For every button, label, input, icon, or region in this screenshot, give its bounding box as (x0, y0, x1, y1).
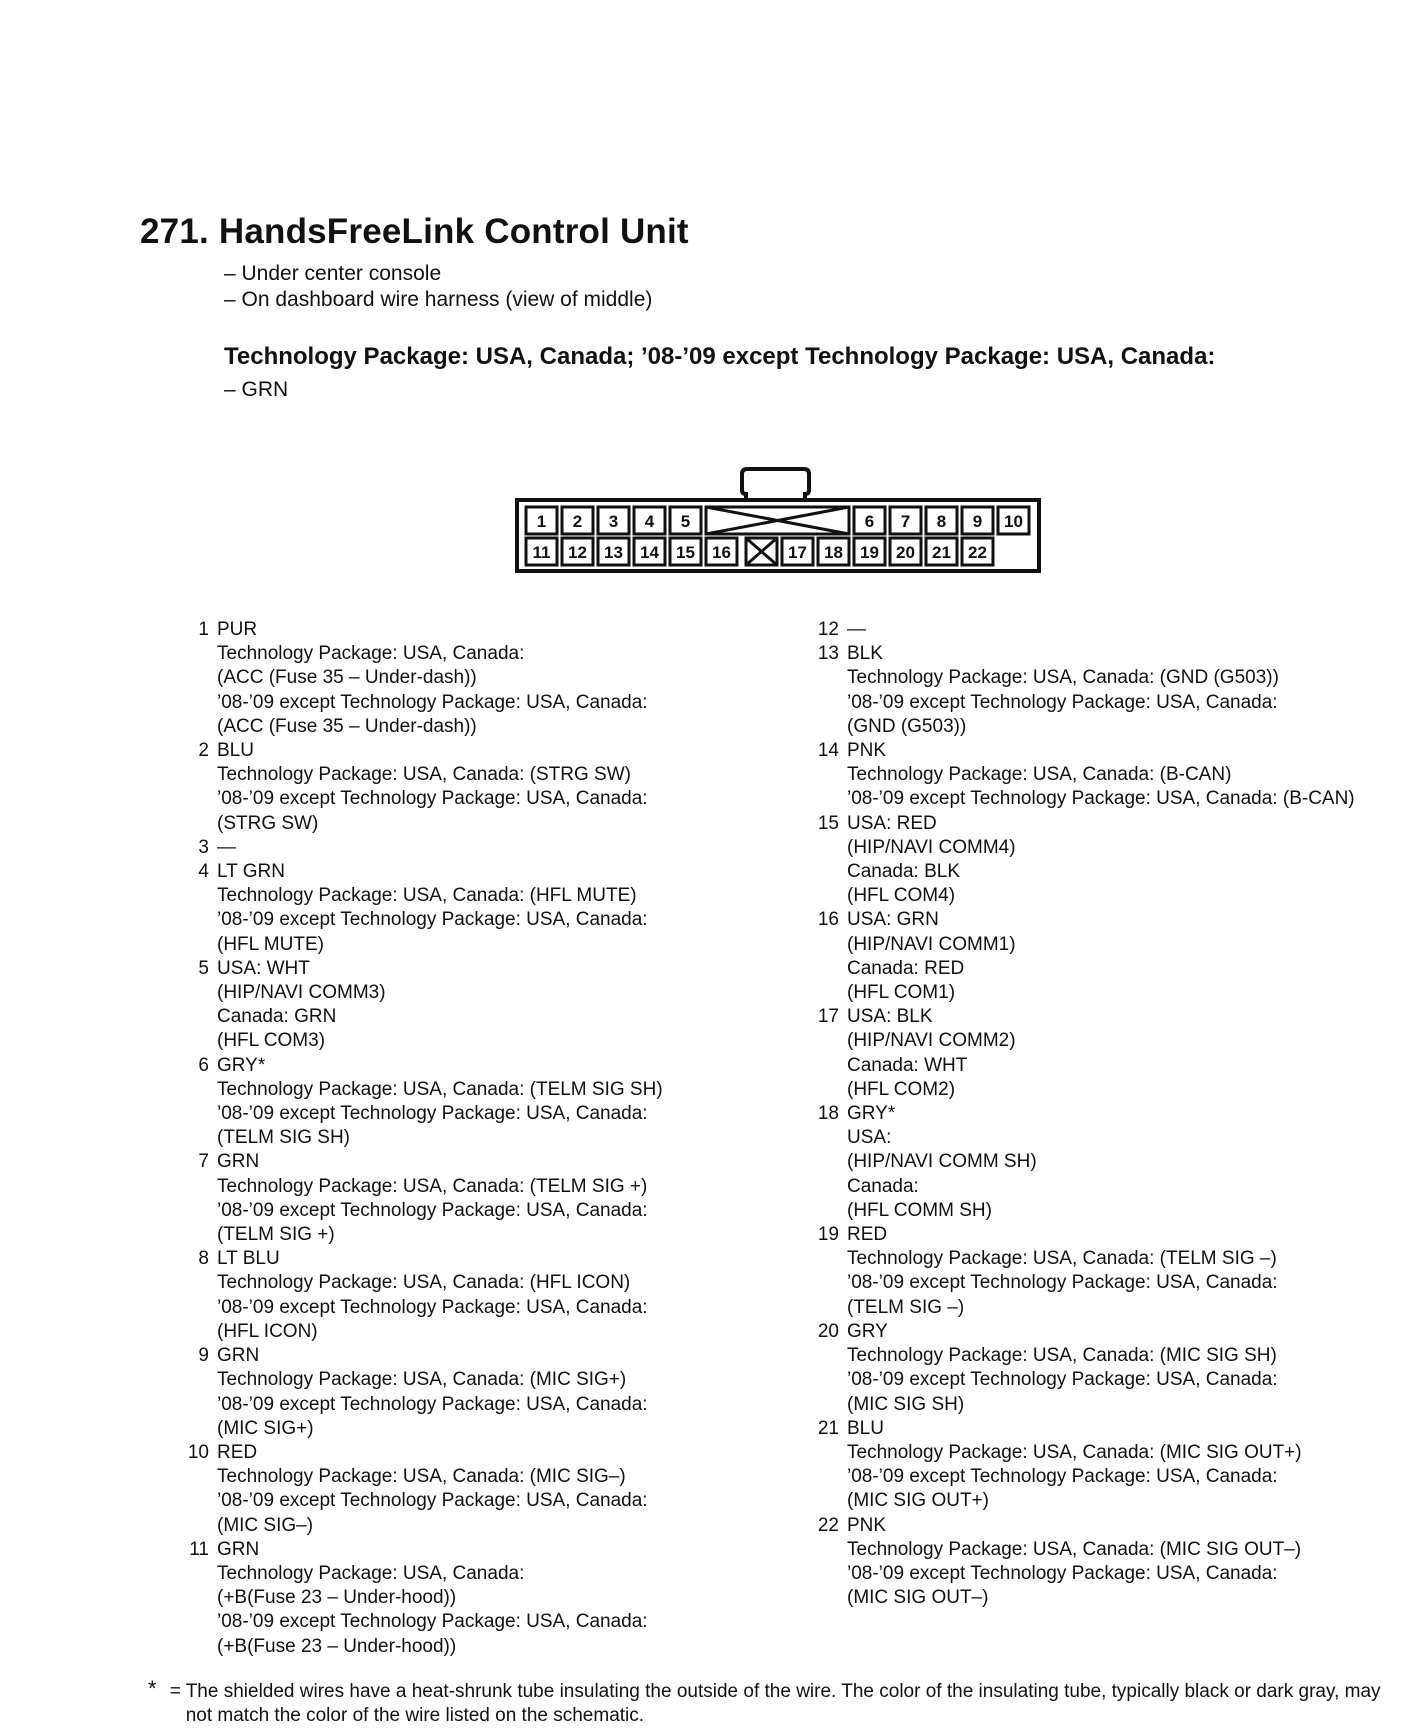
footnote-text: The shielded wires have a heat-shrunk tube insulating the outside of the wire. The color of the insulating tube, typically black or dark gray, may not match the color of the wire listed on the schematic. (185, 1681, 1381, 1726)
pin-description-line: (HIP/NAVI COMM SH) (847, 1151, 1037, 1173)
pin-wire-color: USA: WHT (217, 957, 310, 979)
pin-description-line: (HFL ICON) (217, 1320, 318, 1342)
pin-entry (180, 836, 820, 860)
pin-number: 5 (198, 957, 209, 979)
cavity-number: 6 (864, 512, 875, 531)
pin-description-line: (TELM SIG SH) (217, 1127, 351, 1149)
cavity-number: 16 (712, 543, 731, 562)
pin-description-line: (HIP/NAVI COMM3) (217, 982, 386, 1004)
pin-wire-color: PNK (847, 1514, 887, 1536)
footnote-equals: = (169, 1681, 181, 1702)
pin-description-line: (HIP/NAVI COMM2) (847, 1030, 1016, 1052)
pin-description-line: Technology Package: USA, Canada: (HFL MUTE) (217, 885, 637, 907)
cavity-number: 19 (860, 543, 879, 562)
pin-wire-color: GRY* (217, 1054, 266, 1076)
pin-description-line: (HFL COMM SH) (847, 1199, 992, 1221)
page-title: 271. HandsFreeLink Control Unit (140, 212, 689, 251)
pin-entry (180, 1538, 820, 1659)
pin-description-line: Technology Package: USA, Canada: (MIC SIG OUT–) (847, 1538, 1302, 1560)
pin-description-line: (HFL COM4) (847, 885, 956, 907)
cavity-number: 9 (972, 512, 983, 531)
pin-number: 22 (817, 1514, 839, 1536)
pin-wire-color: PUR (217, 619, 258, 640)
pin-wire-color: RED (847, 1224, 888, 1246)
cavity-number: 4 (644, 512, 655, 531)
pin-entry (180, 1247, 820, 1344)
pin-description-line: (MIC SIG–) (217, 1514, 314, 1536)
pin-description-line: ’08-’09 except Technology Package: USA, Canada: (847, 1466, 1278, 1488)
pin-wire-color: RED (217, 1441, 258, 1463)
pin-number: 17 (817, 1006, 839, 1028)
pin-description-line: (+B(Fuse 23 – Under-hood)) (217, 1635, 457, 1657)
pin-description-line: Technology Package: USA, Canada: (MIC SIG SH) (847, 1345, 1277, 1367)
pin-number: 9 (198, 1345, 209, 1367)
pin-entry (810, 1005, 1408, 1102)
pin-description-line: ’08-’09 except Technology Package: USA, Canada: (217, 1393, 648, 1415)
pin-description-line: ’08-’09 except Technology Package: USA, Canada: (217, 1199, 648, 1221)
pin-description-line: Technology Package: USA, Canada: (HFL ICON) (217, 1272, 631, 1294)
pin-entry (810, 1223, 1408, 1320)
pin-entry (810, 1514, 1408, 1611)
cavity-number: 13 (604, 543, 623, 562)
pin-entry (810, 908, 1408, 1005)
pin-number: 14 (817, 740, 839, 762)
pin-number: 4 (198, 861, 209, 883)
pin-wire-color: USA: BLK (847, 1006, 933, 1028)
pin-wire-color: GRN (217, 1538, 260, 1560)
pin-number: 8 (198, 1248, 209, 1270)
pin-entry (810, 618, 1408, 642)
pin-wire-color: USA: GRN (847, 909, 939, 931)
cavity-number: 3 (608, 512, 619, 531)
pin-number: 1 (198, 619, 209, 640)
cavity-number: 14 (640, 543, 659, 562)
footnote (148, 1676, 1388, 1728)
cavity-number: 1 (536, 512, 547, 531)
cavity-number: 20 (896, 543, 915, 562)
pin-description-line: Canada: BLK (847, 861, 961, 883)
pin-description-line: (MIC SIG+) (217, 1417, 314, 1439)
pin-description-line: ’08-’09 except Technology Package: USA, Canada: (217, 1611, 648, 1633)
pin-description-line: (STRG SW) (217, 812, 319, 834)
pin-entry (180, 860, 820, 957)
pin-description-line: Technology Package: USA, Canada: (STRG SW) (217, 764, 631, 786)
location-line: – On dashboard wire harness (view of middle) (224, 288, 653, 311)
pin-entry (810, 812, 1408, 909)
pin-entry (810, 642, 1408, 739)
cavity-number: 21 (932, 543, 951, 562)
pin-wire-color: — (847, 619, 866, 640)
connector-latch (742, 469, 809, 500)
pin-wire-color: PNK (847, 740, 887, 762)
pin-number: 12 (817, 619, 839, 640)
package-heading: Technology Package: USA, Canada; ’08-’09 except Technology Package: USA, Canada: (224, 343, 1216, 370)
location-line: – Under center console (224, 262, 442, 285)
pin-entry (810, 1320, 1408, 1417)
pin-description-line: ’08-’09 except Technology Package: USA, Canada: (217, 1490, 648, 1512)
pin-description-line: ’08-’09 except Technology Package: USA, Canada: (B-CAN) (847, 788, 1355, 810)
cavity-number: 12 (568, 543, 587, 562)
pin-entry (810, 1102, 1408, 1223)
pin-description-line: Technology Package: USA, Canada: (MIC SIG+) (217, 1369, 627, 1391)
pin-number: 7 (198, 1151, 209, 1173)
pin-description-line: ’08-’09 except Technology Package: USA, Canada: (217, 788, 648, 810)
pin-number: 16 (817, 909, 839, 931)
cavity-number: 11 (532, 543, 551, 562)
pin-wire-color: LT BLU (217, 1248, 280, 1270)
pin-description-line: (HIP/NAVI COMM4) (847, 836, 1016, 858)
pin-wire-color: GRY (847, 1320, 888, 1342)
pin-entry (180, 1344, 820, 1441)
pin-description-line: Canada: GRN (217, 1006, 337, 1028)
cavity-number: 7 (900, 512, 911, 531)
pin-list-right (810, 618, 1408, 1610)
pin-wire-color: USA: RED (847, 812, 937, 834)
pin-description-line: Technology Package: USA, Canada: (B-CAN) (847, 764, 1232, 786)
pin-description-line: (MIC SIG SH) (847, 1393, 965, 1415)
pin-description-line: Canada: WHT (847, 1054, 968, 1076)
pin-description-line: Technology Package: USA, Canada: (TELM SIG –) (847, 1248, 1277, 1270)
pin-description-line: Technology Package: USA, Canada: (TELM SIG SH) (217, 1078, 663, 1100)
cavity-number: 8 (936, 512, 947, 531)
footnote-marker: * (148, 1676, 157, 1701)
pin-entry (180, 618, 820, 739)
pin-number: 20 (817, 1320, 839, 1342)
cavity-number: 18 (824, 543, 843, 562)
pin-number: 3 (198, 836, 209, 858)
pin-number: 10 (187, 1441, 209, 1463)
cavity-number: 17 (788, 543, 807, 562)
pin-number: 18 (817, 1103, 839, 1125)
pin-wire-color: GRN (217, 1151, 260, 1173)
pin-description-line: Technology Package: USA, Canada: (GND (G503)) (847, 667, 1279, 689)
pin-description-line: (ACC (Fuse 35 – Under-dash)) (217, 667, 477, 689)
pin-description-line: ’08-’09 except Technology Package: USA, Canada: (217, 909, 648, 931)
pin-entry (180, 1441, 820, 1538)
pin-entry (180, 1054, 820, 1151)
pin-number: 13 (817, 643, 839, 665)
pin-wire-color: BLK (847, 643, 883, 665)
pin-wire-color: GRN (217, 1345, 260, 1367)
pin-wire-color: — (217, 836, 236, 858)
cavity-number: 22 (968, 543, 987, 562)
cavity-number: 2 (572, 512, 583, 531)
pin-wire-color: LT GRN (217, 861, 285, 883)
pin-description-line: (HFL COM3) (217, 1030, 326, 1052)
pin-number: 11 (189, 1538, 209, 1560)
connector-diagram (514, 463, 1042, 573)
connector-color: – GRN (224, 378, 289, 401)
pin-description-line: ’08-’09 except Technology Package: USA, Canada: (847, 1369, 1278, 1391)
pin-description-line: USA: (847, 1127, 892, 1149)
cavity-number: 10 (1004, 512, 1023, 531)
pin-description-line: (+B(Fuse 23 – Under-hood)) (217, 1587, 457, 1609)
pin-description-line: (TELM SIG –) (847, 1296, 965, 1318)
pin-description-line: (GND (G503)) (847, 715, 967, 737)
pin-description-line: ’08-’09 except Technology Package: USA, Canada: (847, 691, 1278, 713)
pin-number: 2 (198, 740, 209, 762)
pin-description-line: (MIC SIG OUT+) (847, 1490, 989, 1512)
pin-description-line: (HFL COM1) (847, 982, 956, 1004)
pin-description-line: (HIP/NAVI COMM1) (847, 933, 1016, 955)
pin-list-left (180, 618, 820, 1659)
pin-description-line: Technology Package: USA, Canada: (TELM SIG +) (217, 1175, 648, 1197)
pin-wire-color: BLU (217, 740, 254, 762)
pin-description-line: (HFL MUTE) (217, 933, 324, 955)
pin-description-line: ’08-’09 except Technology Package: USA, Canada: (847, 1562, 1278, 1584)
pin-entry (810, 739, 1408, 812)
pin-description-line: Technology Package: USA, Canada: (MIC SIG–) (217, 1466, 626, 1488)
pin-description-line: (ACC (Fuse 35 – Under-dash)) (217, 715, 477, 737)
pin-number: 6 (198, 1054, 209, 1076)
pin-description-line: Technology Package: USA, Canada: (217, 643, 525, 665)
pin-entry (180, 739, 820, 836)
pin-wire-color: GRY* (847, 1103, 896, 1125)
pin-description-line: (MIC SIG OUT–) (847, 1587, 989, 1609)
pin-description-line: ’08-’09 except Technology Package: USA, Canada: (217, 1103, 648, 1125)
pin-number: 15 (817, 812, 839, 834)
pin-entry (810, 1417, 1408, 1514)
pin-description-line: Canada: RED (847, 957, 965, 979)
pin-entry (180, 1150, 820, 1247)
pin-description-line: ’08-’09 except Technology Package: USA, Canada: (217, 691, 648, 713)
pin-description-line: Technology Package: USA, Canada: (MIC SIG OUT+) (847, 1441, 1302, 1463)
pin-description-line: (TELM SIG +) (217, 1224, 335, 1246)
cavity-number: 15 (676, 543, 695, 562)
pin-description-line: ’08-’09 except Technology Package: USA, Canada: (217, 1296, 648, 1318)
pin-entry (180, 957, 820, 1054)
pin-description-line: (HFL COM2) (847, 1078, 956, 1100)
pin-number: 19 (817, 1224, 839, 1246)
pin-description-line: ’08-’09 except Technology Package: USA, Canada: (847, 1272, 1278, 1294)
pin-wire-color: BLU (847, 1417, 884, 1439)
pin-description-line: Technology Package: USA, Canada: (217, 1562, 525, 1584)
pin-description-line: Canada: (847, 1175, 919, 1197)
cavity-number: 5 (680, 512, 691, 531)
pin-number: 21 (817, 1417, 839, 1439)
